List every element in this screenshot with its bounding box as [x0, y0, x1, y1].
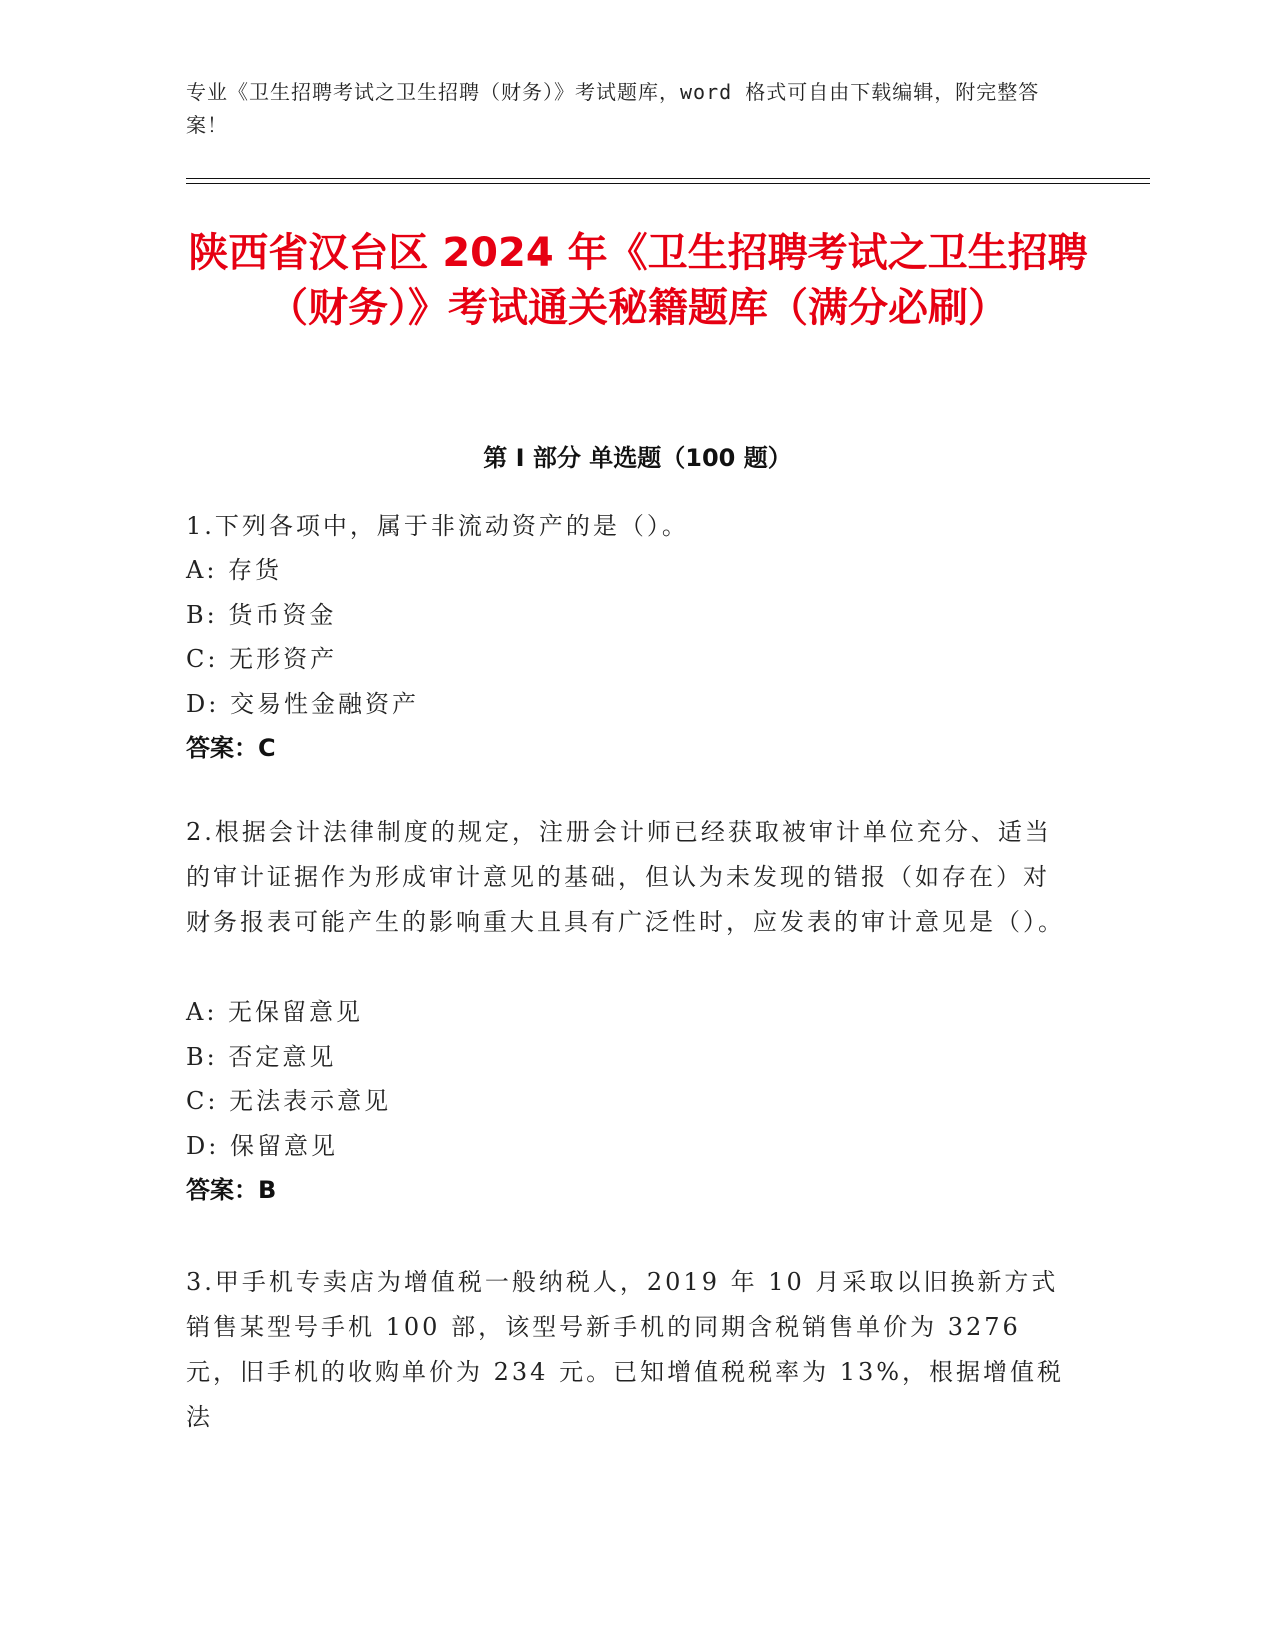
question-1-option-d: D: 交易性金融资产: [186, 690, 419, 718]
question-2-answer: 答案：B: [186, 1176, 277, 1204]
header-divider-top: [186, 178, 1150, 179]
question-1-option-c: C: 无形资产: [186, 645, 338, 673]
question-2-option-c: C: 无法表示意见: [186, 1087, 392, 1115]
question-2-text: 2.根据会计法律制度的规定，注册会计师已经获取被审计单位充分、适当的审计证据作为形成审计意见的基础，但认为未发现的错报（如存在）对财务报表可能产生的影响重大且具有广泛性时，应发表的审计意见是（）。: [186, 818, 1065, 936]
section-heading: 第 I 部分 单选题（100 题）: [483, 444, 792, 472]
question-1-answer: 答案：C: [186, 734, 276, 762]
document-title: 陕西省汉台区 2024 年《卫生招聘考试之卫生招聘（财务）》考试通关秘籍题库（满分必刷）: [188, 230, 1088, 331]
question-2-option-d: D: 保留意见: [186, 1132, 338, 1160]
header-divider-bottom: [186, 183, 1150, 184]
question-1-option-a: A: 存货: [186, 556, 283, 584]
question-2-option-b: B: 否定意见: [186, 1043, 337, 1071]
question-1-text: 1.下列各项中，属于非流动资产的是（）。: [186, 512, 689, 540]
question-1-option-b: B: 货币资金: [186, 601, 337, 629]
header-note: 专业《卫生招聘考试之卫生招聘（财务）》考试题库，word 格式可自由下载编辑，附完整答案！: [186, 80, 1040, 137]
question-2-option-a: A: 无保留意见: [186, 998, 364, 1026]
question-3-text: 3.甲手机专卖店为增值税一般纳税人，2019 年 10 月采取以旧换新方式销售某型号手机 100 部，该型号新手机的同期含税销售单价为 3276 元，旧手机的收购单价为 234 元。已知增值税税率为 13%，根据增值税法: [186, 1268, 1065, 1431]
